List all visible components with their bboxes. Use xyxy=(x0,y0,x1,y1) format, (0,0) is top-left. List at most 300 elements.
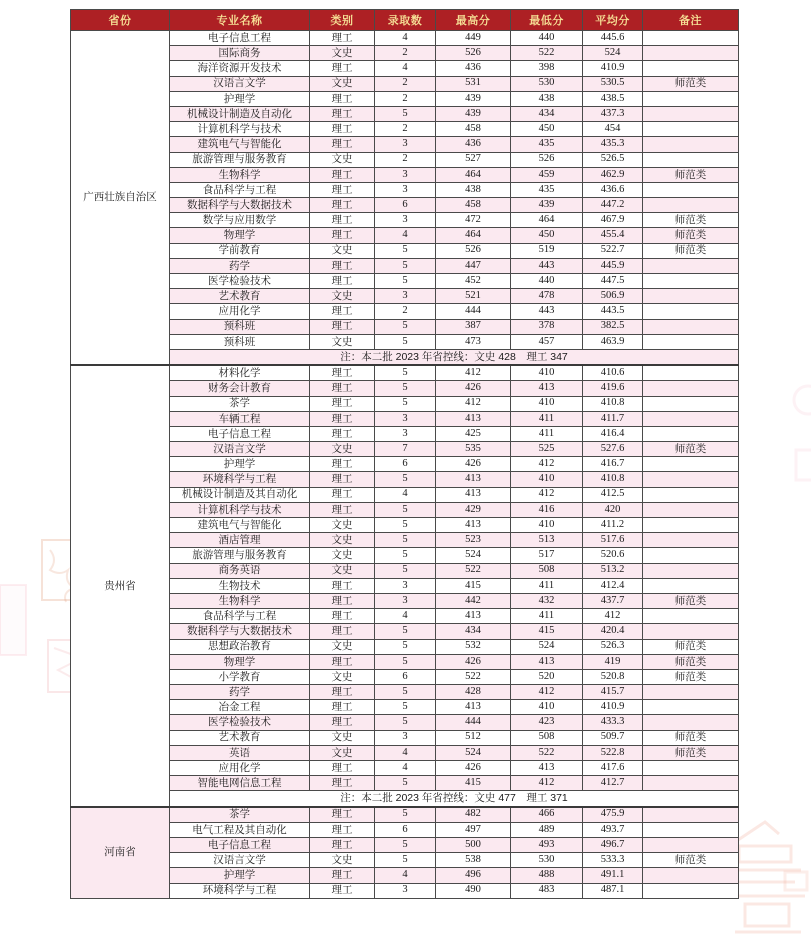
cell-avg: 437.7 xyxy=(583,593,643,608)
cell-admitted: 4 xyxy=(375,609,436,624)
column-header-7: 备注 xyxy=(643,10,739,31)
cell-major: 预科班 xyxy=(170,334,310,349)
cell-avg: 410.9 xyxy=(583,700,643,715)
cell-remark xyxy=(643,502,739,517)
cell-remark xyxy=(643,289,739,304)
cell-max: 524 xyxy=(436,745,511,760)
cell-max: 434 xyxy=(436,624,511,639)
cell-category: 理工 xyxy=(310,167,375,182)
table-row xyxy=(71,243,739,258)
cell-major: 材料化学 xyxy=(170,365,310,381)
cell-category: 文史 xyxy=(310,548,375,563)
cell-max: 425 xyxy=(436,426,511,441)
cell-avg: 419 xyxy=(583,654,643,669)
table-row xyxy=(71,624,739,639)
cell-major: 数据科学与大数据技术 xyxy=(170,198,310,213)
table-row xyxy=(71,319,739,334)
cell-min: 443 xyxy=(511,304,583,319)
cell-remark xyxy=(643,472,739,487)
cell-avg: 462.9 xyxy=(583,167,643,182)
cell-min: 488 xyxy=(511,868,583,883)
cell-avg: 410.9 xyxy=(583,61,643,76)
table-row xyxy=(71,137,739,152)
cell-category: 理工 xyxy=(310,654,375,669)
cell-admitted: 4 xyxy=(375,745,436,760)
cell-remark xyxy=(643,578,739,593)
cell-major: 数学与应用数学 xyxy=(170,213,310,228)
cell-min: 517 xyxy=(511,548,583,563)
table-row xyxy=(71,837,739,852)
cell-admitted: 4 xyxy=(375,868,436,883)
cell-min: 526 xyxy=(511,152,583,167)
table-row xyxy=(71,883,739,898)
cell-category: 文史 xyxy=(310,76,375,91)
cell-max: 428 xyxy=(436,685,511,700)
cell-admitted: 4 xyxy=(375,487,436,502)
cell-avg: 493.7 xyxy=(583,822,643,837)
cell-category: 文史 xyxy=(310,669,375,684)
cell-category: 文史 xyxy=(310,334,375,349)
cell-category: 文史 xyxy=(310,639,375,654)
cell-admitted: 5 xyxy=(375,258,436,273)
cell-max: 426 xyxy=(436,381,511,396)
table-row xyxy=(71,365,739,381)
cell-category: 文史 xyxy=(310,745,375,760)
cell-remark: 师范类 xyxy=(643,654,739,669)
cell-min: 412 xyxy=(511,487,583,502)
table-row xyxy=(71,518,739,533)
table-row xyxy=(71,182,739,197)
column-header-5: 最低分 xyxy=(511,10,583,31)
table-row xyxy=(71,807,739,823)
cell-major: 电子信息工程 xyxy=(170,31,310,46)
cell-avg: 496.7 xyxy=(583,837,643,852)
cell-major: 商务英语 xyxy=(170,563,310,578)
cell-remark xyxy=(643,685,739,700)
cell-major: 护理学 xyxy=(170,91,310,106)
table-row xyxy=(71,228,739,243)
cell-remark xyxy=(643,304,739,319)
cell-major: 英语 xyxy=(170,745,310,760)
cell-max: 531 xyxy=(436,76,511,91)
cell-admitted: 3 xyxy=(375,426,436,441)
cell-category: 理工 xyxy=(310,182,375,197)
cell-avg: 475.9 xyxy=(583,807,643,823)
cell-max: 439 xyxy=(436,91,511,106)
cell-category: 理工 xyxy=(310,822,375,837)
cell-min: 410 xyxy=(511,472,583,487)
cell-max: 412 xyxy=(436,365,511,381)
cell-max: 452 xyxy=(436,274,511,289)
cell-avg: 415.7 xyxy=(583,685,643,700)
cell-category: 文史 xyxy=(310,152,375,167)
province-note-row xyxy=(71,349,739,365)
cell-avg: 513.2 xyxy=(583,563,643,578)
cell-admitted: 2 xyxy=(375,91,436,106)
cell-category: 文史 xyxy=(310,853,375,868)
cell-min: 522 xyxy=(511,46,583,61)
cell-category: 理工 xyxy=(310,31,375,46)
cell-avg: 455.4 xyxy=(583,228,643,243)
cell-min: 508 xyxy=(511,563,583,578)
cell-max: 521 xyxy=(436,289,511,304)
cell-min: 410 xyxy=(511,518,583,533)
cell-min: 423 xyxy=(511,715,583,730)
cell-avg: 438.5 xyxy=(583,91,643,106)
cell-min: 432 xyxy=(511,593,583,608)
cell-min: 413 xyxy=(511,761,583,776)
cell-admitted: 5 xyxy=(375,106,436,121)
cell-remark xyxy=(643,563,739,578)
cell-major: 建筑电气与智能化 xyxy=(170,518,310,533)
column-header-3: 录取数 xyxy=(375,10,436,31)
table-row xyxy=(71,396,739,411)
cell-avg: 412.4 xyxy=(583,578,643,593)
cell-avg: 433.3 xyxy=(583,715,643,730)
cell-admitted: 5 xyxy=(375,700,436,715)
cell-admitted: 5 xyxy=(375,624,436,639)
column-header-0: 省份 xyxy=(71,10,170,31)
table-row xyxy=(71,715,739,730)
cell-admitted: 6 xyxy=(375,669,436,684)
cell-remark xyxy=(643,457,739,472)
cell-avg: 527.6 xyxy=(583,442,643,457)
table-row xyxy=(71,76,739,91)
table-row xyxy=(71,411,739,426)
cell-admitted: 3 xyxy=(375,411,436,426)
cell-min: 416 xyxy=(511,502,583,517)
cell-remark: 师范类 xyxy=(643,730,739,745)
cell-remark xyxy=(643,365,739,381)
table-row xyxy=(71,472,739,487)
cell-min: 440 xyxy=(511,31,583,46)
cell-major: 计算机科学与技术 xyxy=(170,122,310,137)
cell-max: 413 xyxy=(436,411,511,426)
cell-max: 527 xyxy=(436,152,511,167)
cell-admitted: 3 xyxy=(375,593,436,608)
cell-avg: 526.3 xyxy=(583,639,643,654)
table-row xyxy=(71,122,739,137)
cell-max: 538 xyxy=(436,853,511,868)
table-row xyxy=(71,502,739,517)
cell-max: 436 xyxy=(436,137,511,152)
cell-major: 环境科学与工程 xyxy=(170,472,310,487)
cell-min: 412 xyxy=(511,685,583,700)
cell-major: 酒店管理 xyxy=(170,533,310,548)
cell-min: 478 xyxy=(511,289,583,304)
cell-category: 理工 xyxy=(310,837,375,852)
cell-admitted: 5 xyxy=(375,243,436,258)
province-note: 注：本二批 2023 年省控线：文史 428 理工 347 xyxy=(170,349,739,365)
cell-admitted: 6 xyxy=(375,198,436,213)
cell-min: 483 xyxy=(511,883,583,898)
cell-major: 预科班 xyxy=(170,319,310,334)
cell-remark xyxy=(643,258,739,273)
admissions-score-table-wrap xyxy=(70,9,739,899)
cell-min: 450 xyxy=(511,122,583,137)
table-row xyxy=(71,152,739,167)
cell-remark xyxy=(643,319,739,334)
cell-max: 464 xyxy=(436,228,511,243)
cell-admitted: 5 xyxy=(375,685,436,700)
cell-category: 理工 xyxy=(310,807,375,823)
cell-min: 513 xyxy=(511,533,583,548)
cell-category: 理工 xyxy=(310,61,375,76)
table-row xyxy=(71,167,739,182)
cell-min: 522 xyxy=(511,745,583,760)
cell-admitted: 4 xyxy=(375,31,436,46)
cell-category: 理工 xyxy=(310,274,375,289)
cell-major: 数据科学与大数据技术 xyxy=(170,624,310,639)
cell-major: 机械设计制造及其自动化 xyxy=(170,487,310,502)
cell-avg: 420.4 xyxy=(583,624,643,639)
cell-avg: 509.7 xyxy=(583,730,643,745)
cell-remark xyxy=(643,182,739,197)
cell-category: 理工 xyxy=(310,624,375,639)
province-note-row xyxy=(71,791,739,807)
cell-min: 439 xyxy=(511,198,583,213)
cell-remark xyxy=(643,518,739,533)
cell-admitted: 3 xyxy=(375,289,436,304)
cell-remark xyxy=(643,883,739,898)
column-header-6: 平均分 xyxy=(583,10,643,31)
cell-min: 438 xyxy=(511,91,583,106)
cell-remark: 师范类 xyxy=(643,669,739,684)
cell-min: 530 xyxy=(511,76,583,91)
cell-major: 护理学 xyxy=(170,457,310,472)
cell-max: 438 xyxy=(436,182,511,197)
cell-avg: 412 xyxy=(583,609,643,624)
cell-category: 理工 xyxy=(310,365,375,381)
cell-max: 532 xyxy=(436,639,511,654)
cell-remark xyxy=(643,761,739,776)
cell-admitted: 5 xyxy=(375,396,436,411)
cell-avg: 416.4 xyxy=(583,426,643,441)
cell-admitted: 5 xyxy=(375,319,436,334)
cell-admitted: 5 xyxy=(375,776,436,791)
cell-max: 482 xyxy=(436,807,511,823)
table-row xyxy=(71,46,739,61)
cell-remark: 师范类 xyxy=(643,745,739,760)
table-row xyxy=(71,776,739,791)
cell-remark xyxy=(643,106,739,121)
cell-category: 文史 xyxy=(310,442,375,457)
cell-min: 378 xyxy=(511,319,583,334)
cell-major: 车辆工程 xyxy=(170,411,310,426)
cell-remark: 师范类 xyxy=(643,442,739,457)
cell-max: 522 xyxy=(436,669,511,684)
cell-min: 411 xyxy=(511,609,583,624)
cell-min: 443 xyxy=(511,258,583,273)
cell-min: 411 xyxy=(511,426,583,441)
cell-remark xyxy=(643,700,739,715)
cell-admitted: 5 xyxy=(375,715,436,730)
cell-avg: 463.9 xyxy=(583,334,643,349)
cell-category: 文史 xyxy=(310,533,375,548)
table-row xyxy=(71,61,739,76)
cell-remark xyxy=(643,548,739,563)
column-header-4: 最高分 xyxy=(436,10,511,31)
cell-min: 450 xyxy=(511,228,583,243)
cell-admitted: 7 xyxy=(375,442,436,457)
cell-admitted: 5 xyxy=(375,548,436,563)
table-row xyxy=(71,609,739,624)
cell-major: 小学教育 xyxy=(170,669,310,684)
cell-avg: 530.5 xyxy=(583,76,643,91)
cell-min: 520 xyxy=(511,669,583,684)
cell-remark: 师范类 xyxy=(643,853,739,868)
table-row xyxy=(71,426,739,441)
cell-min: 440 xyxy=(511,274,583,289)
cell-min: 434 xyxy=(511,106,583,121)
cell-admitted: 5 xyxy=(375,365,436,381)
column-header-1: 专业名称 xyxy=(170,10,310,31)
cell-max: 429 xyxy=(436,502,511,517)
cell-min: 412 xyxy=(511,457,583,472)
cell-min: 435 xyxy=(511,137,583,152)
cell-min: 410 xyxy=(511,700,583,715)
cell-major: 电子信息工程 xyxy=(170,837,310,852)
cell-min: 413 xyxy=(511,654,583,669)
cell-max: 490 xyxy=(436,883,511,898)
cell-category: 理工 xyxy=(310,883,375,898)
cell-category: 理工 xyxy=(310,593,375,608)
cell-admitted: 2 xyxy=(375,46,436,61)
cell-major: 应用化学 xyxy=(170,761,310,776)
cell-major: 生物科学 xyxy=(170,167,310,182)
cell-avg: 467.9 xyxy=(583,213,643,228)
cell-category: 理工 xyxy=(310,761,375,776)
cell-remark: 师范类 xyxy=(643,213,739,228)
cell-major: 财务会计教育 xyxy=(170,381,310,396)
cell-remark xyxy=(643,624,739,639)
table-row xyxy=(71,198,739,213)
cell-remark xyxy=(643,334,739,349)
cell-admitted: 4 xyxy=(375,61,436,76)
cell-major: 机械设计制造及自动化 xyxy=(170,106,310,121)
cell-avg: 419.6 xyxy=(583,381,643,396)
cell-avg: 437.3 xyxy=(583,106,643,121)
cell-avg: 533.3 xyxy=(583,853,643,868)
province-cell: 贵州省 xyxy=(71,365,170,806)
cell-max: 535 xyxy=(436,442,511,457)
cell-avg: 520.6 xyxy=(583,548,643,563)
cell-min: 413 xyxy=(511,381,583,396)
cell-min: 435 xyxy=(511,182,583,197)
cell-admitted: 5 xyxy=(375,654,436,669)
cell-remark xyxy=(643,137,739,152)
cell-admitted: 2 xyxy=(375,122,436,137)
cell-max: 413 xyxy=(436,472,511,487)
cell-avg: 411.2 xyxy=(583,518,643,533)
cell-admitted: 4 xyxy=(375,761,436,776)
province-cell: 河南省 xyxy=(71,807,170,899)
cell-remark xyxy=(643,46,739,61)
cell-avg: 445.9 xyxy=(583,258,643,273)
cell-min: 410 xyxy=(511,396,583,411)
table-row xyxy=(71,563,739,578)
cell-max: 496 xyxy=(436,868,511,883)
table-row xyxy=(71,685,739,700)
right-mid-ornament-watermark xyxy=(780,360,811,500)
cell-avg: 410.8 xyxy=(583,396,643,411)
cell-avg: 522.7 xyxy=(583,243,643,258)
cell-avg: 522.8 xyxy=(583,745,643,760)
cell-max: 387 xyxy=(436,319,511,334)
cell-category: 理工 xyxy=(310,487,375,502)
cell-major: 护理学 xyxy=(170,868,310,883)
table-row xyxy=(71,213,739,228)
cell-avg: 416.7 xyxy=(583,457,643,472)
cell-admitted: 5 xyxy=(375,639,436,654)
cell-major: 生物科学 xyxy=(170,593,310,608)
table-row xyxy=(71,639,739,654)
cell-min: 466 xyxy=(511,807,583,823)
cell-major: 医学检验技术 xyxy=(170,274,310,289)
cell-max: 426 xyxy=(436,457,511,472)
cell-avg: 517.6 xyxy=(583,533,643,548)
cell-max: 500 xyxy=(436,837,511,852)
cell-min: 519 xyxy=(511,243,583,258)
cell-max: 439 xyxy=(436,106,511,121)
cell-remark xyxy=(643,837,739,852)
cell-min: 410 xyxy=(511,365,583,381)
cell-category: 理工 xyxy=(310,776,375,791)
cell-avg: 506.9 xyxy=(583,289,643,304)
cell-major: 药学 xyxy=(170,258,310,273)
cell-max: 522 xyxy=(436,563,511,578)
cell-major: 电气工程及其自动化 xyxy=(170,822,310,837)
table-row xyxy=(71,31,739,46)
cell-max: 436 xyxy=(436,61,511,76)
cell-admitted: 2 xyxy=(375,152,436,167)
table-row xyxy=(71,822,739,837)
cell-major: 环境科学与工程 xyxy=(170,883,310,898)
cell-max: 442 xyxy=(436,593,511,608)
cell-avg: 417.6 xyxy=(583,761,643,776)
cell-remark xyxy=(643,61,739,76)
cell-avg: 436.6 xyxy=(583,182,643,197)
cell-remark xyxy=(643,396,739,411)
cell-remark xyxy=(643,868,739,883)
table-row xyxy=(71,578,739,593)
cell-category: 理工 xyxy=(310,137,375,152)
cell-major: 艺术教育 xyxy=(170,730,310,745)
cell-max: 444 xyxy=(436,304,511,319)
cell-avg: 412.5 xyxy=(583,487,643,502)
cell-avg: 410.6 xyxy=(583,365,643,381)
cell-category: 理工 xyxy=(310,472,375,487)
cell-admitted: 5 xyxy=(375,853,436,868)
cell-category: 理工 xyxy=(310,502,375,517)
table-row xyxy=(71,533,739,548)
cell-admitted: 5 xyxy=(375,837,436,852)
cell-admitted: 5 xyxy=(375,381,436,396)
cell-admitted: 3 xyxy=(375,137,436,152)
cell-remark xyxy=(643,533,739,548)
cell-avg: 487.1 xyxy=(583,883,643,898)
cell-remark: 师范类 xyxy=(643,593,739,608)
table-row xyxy=(71,442,739,457)
cell-remark: 师范类 xyxy=(643,228,739,243)
cell-max: 458 xyxy=(436,122,511,137)
admissions-score-table xyxy=(70,9,739,899)
cell-max: 413 xyxy=(436,700,511,715)
cell-remark xyxy=(643,487,739,502)
cell-min: 493 xyxy=(511,837,583,852)
cell-admitted: 3 xyxy=(375,578,436,593)
cell-avg: 491.1 xyxy=(583,868,643,883)
